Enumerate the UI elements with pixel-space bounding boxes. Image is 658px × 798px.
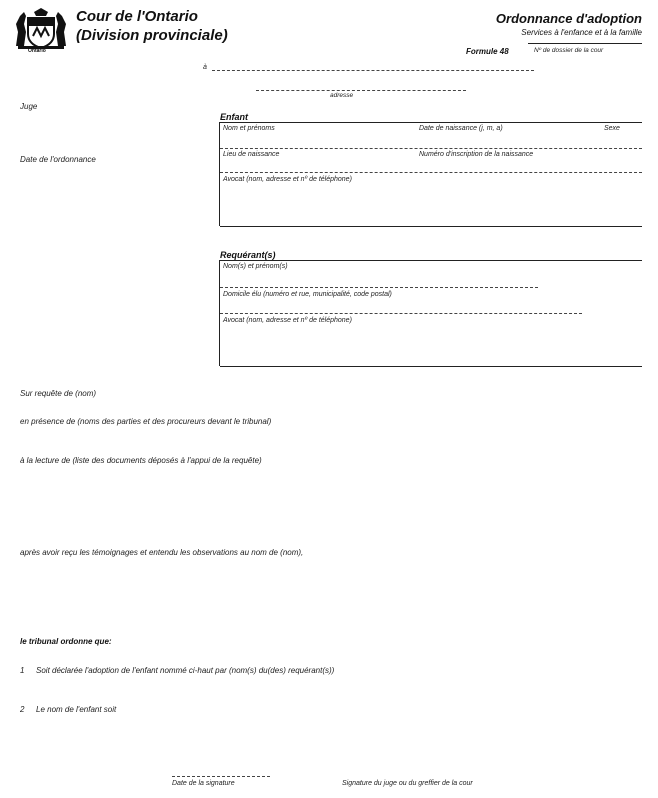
judge-label: Juge <box>20 102 38 111</box>
child-lawyer-label: Avocat (nom, adresse et nº de téléphone) <box>223 176 352 183</box>
court-name: Cour de l'Ontario <box>76 8 198 25</box>
child-dob-label: Date de naissance (j, m, a) <box>419 125 503 132</box>
child-top-rule <box>220 122 642 123</box>
address-line[interactable] <box>256 90 466 91</box>
logo-caption: Ontario <box>28 48 46 54</box>
motion-by-label: Sur requête de (nom) <box>20 389 97 398</box>
form-number: Formule 48 <box>466 47 509 56</box>
order-item-1-number: 1 <box>20 666 25 675</box>
order-item-1-text: Soit déclarée l'adoption de l'enfant nommé ci-haut par (nom(s) du(des) requérant(s)) <box>36 666 335 675</box>
document-subtitle: Services à l'enfance et à la famille <box>521 28 642 37</box>
in-presence-label: en présence de (noms des parties et des procureurs devant le tribunal) <box>20 417 272 426</box>
court-orders-label: le tribunal ordonne que: <box>20 637 112 646</box>
child-bottom-rule <box>220 226 642 227</box>
file-number-line <box>528 43 642 44</box>
address-label: adresse <box>330 92 354 99</box>
order-item-2-number: 2 <box>20 705 25 714</box>
on-reading-label: à la lecture de (liste des documents déposés à l'appui de la requête) <box>20 456 262 465</box>
document-title: Ordonnance d'adoption <box>495 11 642 26</box>
child-name-label: Nom et prénoms <box>223 125 275 132</box>
location-line[interactable] <box>212 70 534 71</box>
order-date-label: Date de l'ordonnance <box>20 155 96 164</box>
location-prefix: à <box>203 64 207 71</box>
signature-date-label: Date de la signature <box>172 780 235 787</box>
applicants-address-label: Domicile élu (numéro et rue, municipalité, code postal) <box>223 291 392 298</box>
order-item-2-text: Le nom de l'enfant soit <box>36 705 117 714</box>
signature-label: Signature du juge ou du greffier de la cour <box>342 780 473 787</box>
file-number-label: Nº de dossier de la cour <box>534 47 604 54</box>
child-left-border <box>219 122 220 226</box>
child-section-title: Enfant <box>220 112 248 122</box>
ontario-coat-of-arms-logo <box>14 6 68 50</box>
signature-date-line[interactable] <box>172 776 270 777</box>
after-hearing-label: après avoir reçu les témoignages et entendu les observations au nom de (nom), <box>20 548 304 557</box>
child-name-line[interactable] <box>220 148 642 149</box>
applicants-lawyer-label: Avocat (nom, adresse et nº de téléphone) <box>223 317 352 324</box>
child-sex-label: Sexe <box>604 125 620 132</box>
applicants-address-line[interactable] <box>220 313 582 314</box>
applicants-names-line[interactable] <box>220 287 538 288</box>
child-birthplace-line[interactable] <box>220 172 642 173</box>
applicants-names-label: Nom(s) et prénom(s) <box>223 263 288 270</box>
child-birthplace-label: Lieu de naissance <box>223 151 280 158</box>
applicants-bottom-rule <box>220 366 642 367</box>
applicants-section-title: Requérant(s) <box>220 250 276 260</box>
applicants-top-rule <box>220 260 642 261</box>
child-birth-registration-label: Numéro d'inscription de la naissance <box>419 151 534 158</box>
applicants-left-border <box>219 260 220 366</box>
court-division: (Division provinciale) <box>76 27 228 44</box>
